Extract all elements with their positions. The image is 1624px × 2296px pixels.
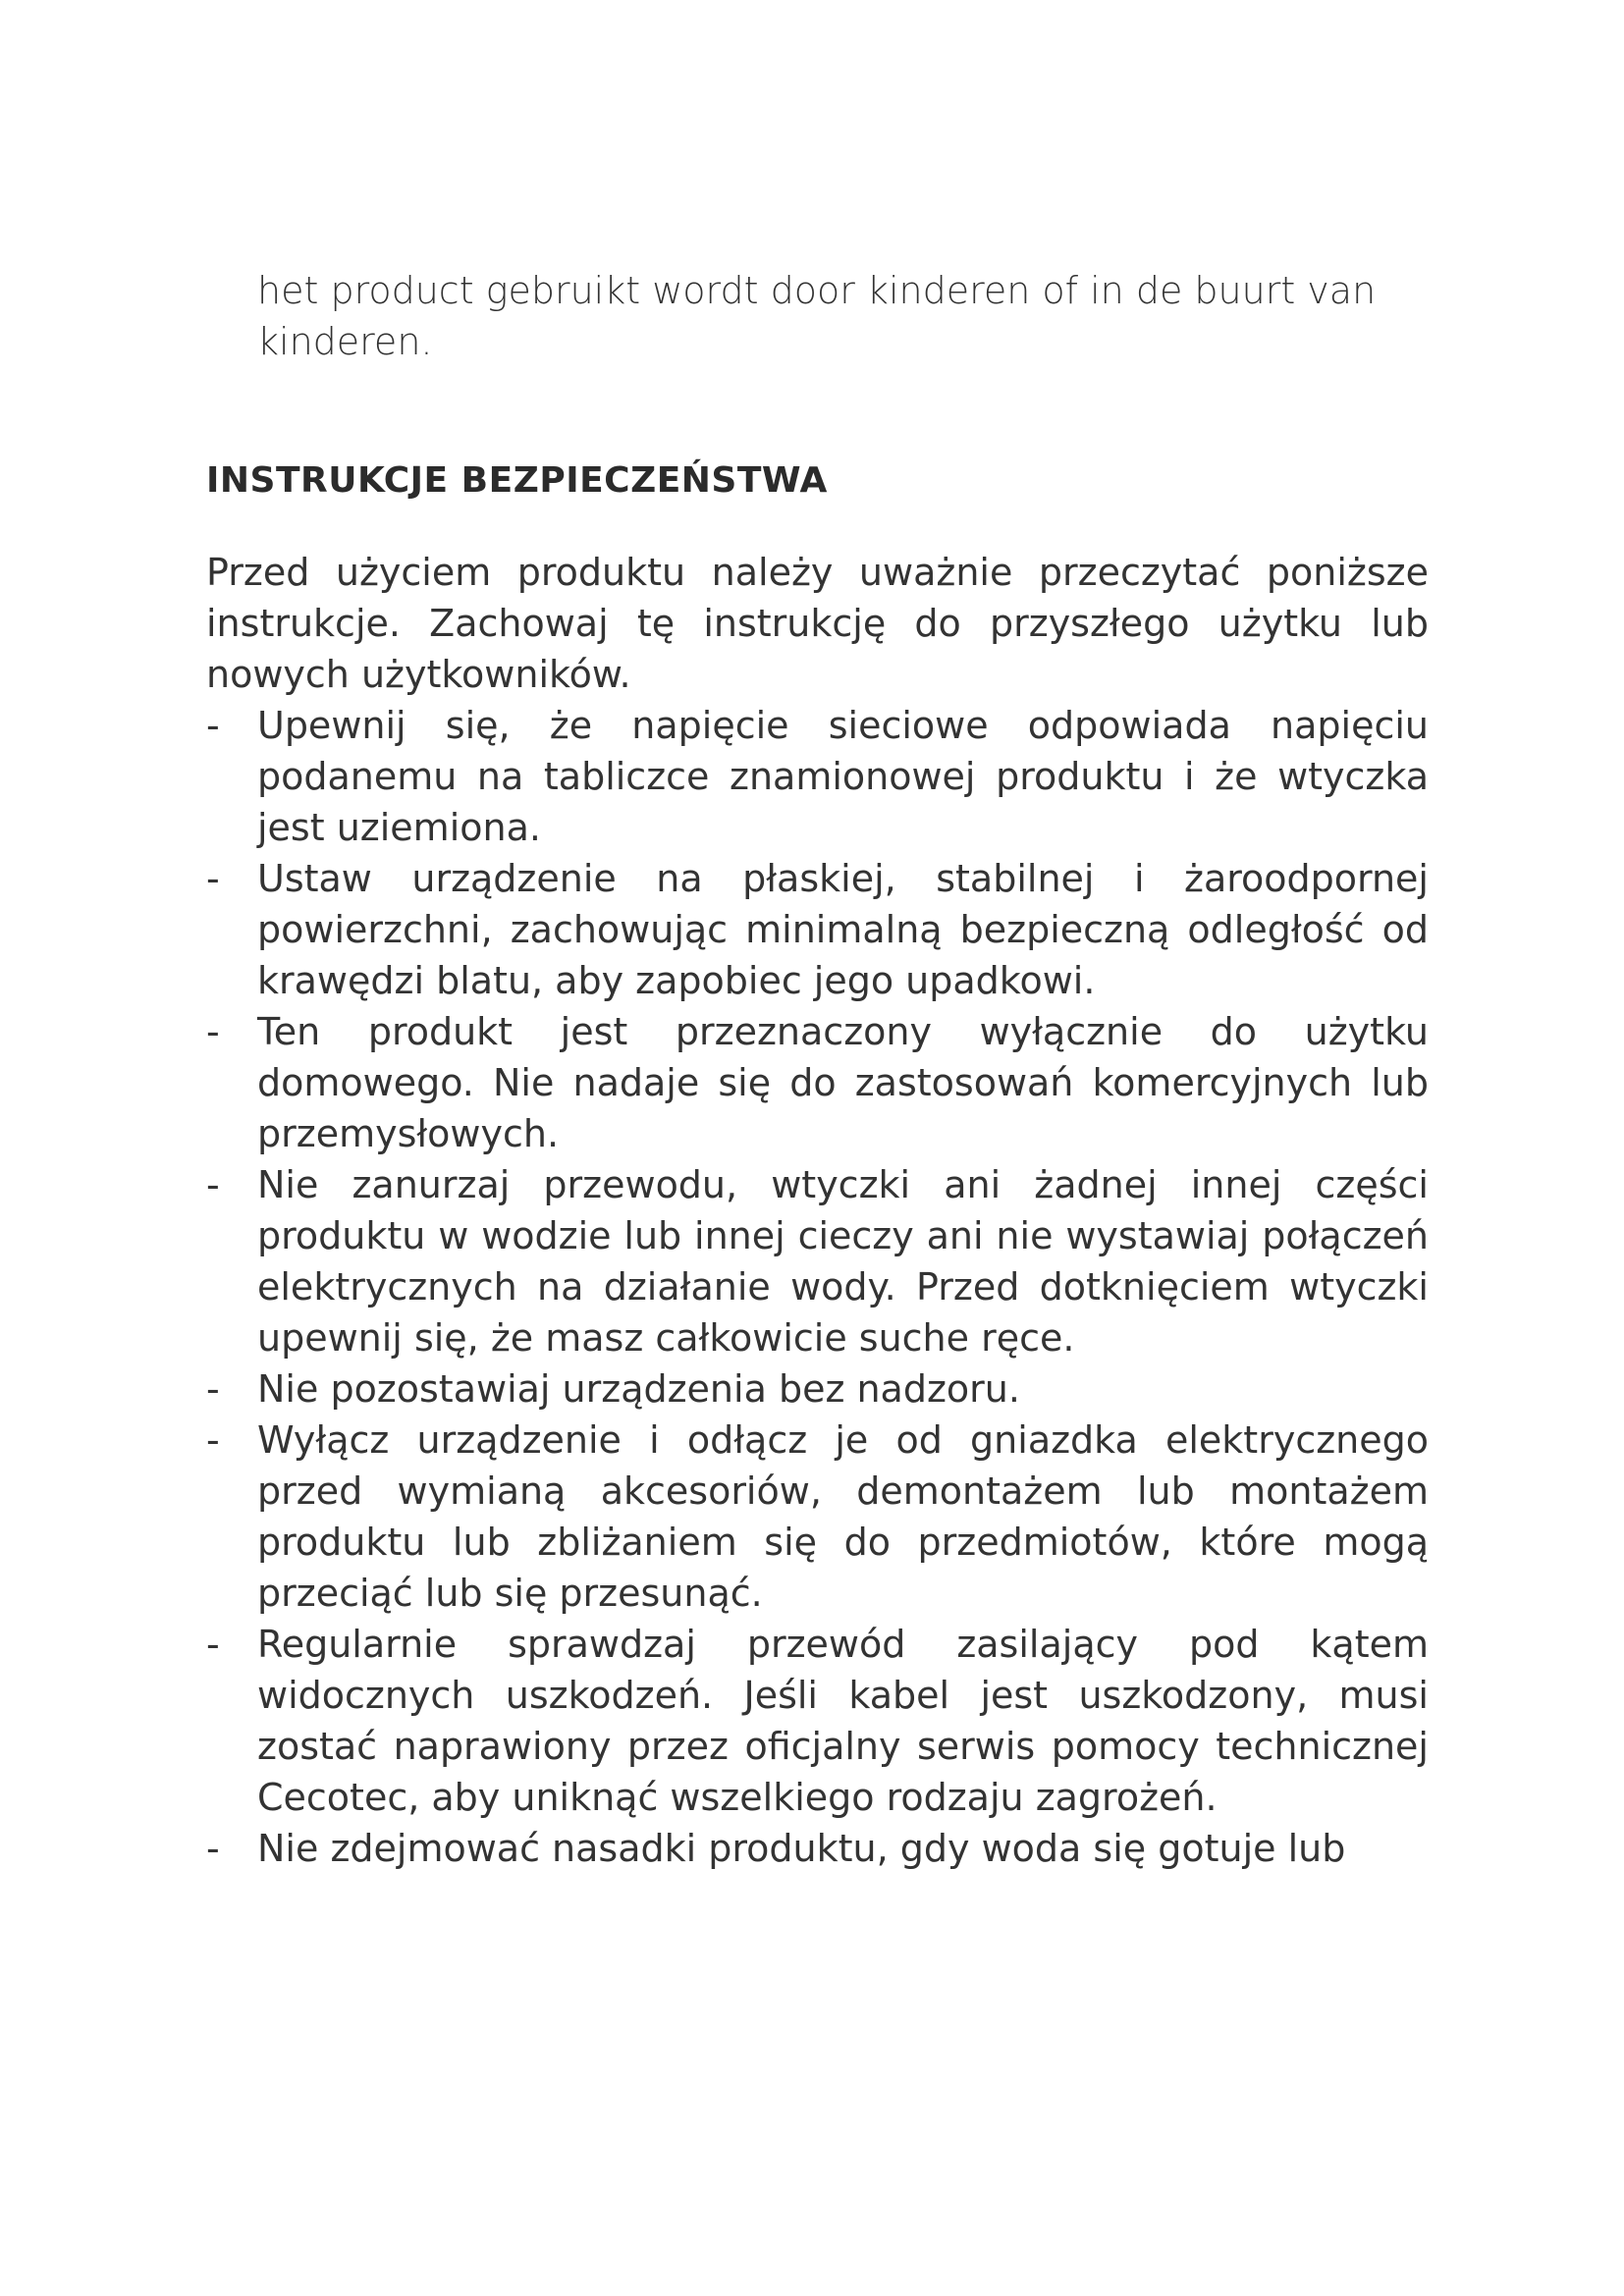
bullet-dash: -	[206, 1367, 220, 1411]
intro-paragraph: Przed użyciem produktu należy uważnie przeczytać poniższe instrukcje. Zachowaj tę instrukcję do przyszłego użytku lub nowych użytkowników.	[206, 551, 1429, 696]
list-item-text: Ustaw urządzenie na płaskiej, stabilnej i żaroodpornej powierzchni, zachowując minimalną bezpieczną odległość od krawędzi blatu, aby zapobiec jego upadkowi.	[257, 857, 1429, 1002]
list-item	[206, 700, 1429, 853]
list-item	[206, 1823, 1429, 1874]
bullet-dash: -	[206, 1827, 220, 1870]
bullet-dash: -	[206, 1623, 220, 1666]
list-item	[206, 1619, 1429, 1823]
list-item	[206, 853, 1429, 1006]
safety-instructions-list	[206, 700, 1473, 1874]
bullet-dash: -	[206, 1418, 220, 1462]
list-item-text: Regularnie sprawdzaj przewód zasilający pod kątem widocznych uszkodzeń. Jeśli kabel jest uszkodzony, musi zostać naprawiony przez oficjalny serwis pomocy technicznej Cecotec, aby uniknąć wszelkiego rodzaju zagrożeń.	[257, 1623, 1429, 1819]
list-item-text: Nie pozostawiaj urządzenia bez nadzoru.	[257, 1367, 1020, 1411]
list-item	[206, 1415, 1429, 1619]
list-item-text: Wyłącz urządzenie i odłącz je od gniazdka elektrycznego przed wymianą akcesoriów, demontażem lub montażem produktu lub zbliżaniem się do przedmiotów, które mogą przeciąć lub się przesunąć.	[257, 1418, 1429, 1615]
list-item-text: Nie zdejmować nasadki produktu, gdy woda się gotuje lub	[257, 1827, 1346, 1870]
list-item	[206, 1363, 1429, 1415]
list-item	[206, 1006, 1429, 1159]
list-item-text: Nie zanurzaj przewodu, wtyczki ani żadnej innej części produktu w wodzie lub innej cieczy ani nie wystawiaj połączeń elektrycznych na działanie wody. Przed dotknięciem wtyczki upewnij się, że masz całkowicie suche ręce.	[257, 1163, 1429, 1360]
list-item-text: Ten produkt jest przeznaczony wyłącznie do użytku domowego. Nie nadaje się do zastosowań komercyjnych lub przemysłowych.	[257, 1010, 1429, 1155]
bullet-dash: -	[206, 704, 220, 747]
list-item-text: Upewnij się, że napięcie sieciowe odpowiada napięciu podanemu na tabliczce znamionowej produktu i że wtyczka jest uziemiona.	[257, 704, 1429, 849]
bullet-dash: -	[206, 1010, 220, 1053]
list-item	[206, 1159, 1429, 1363]
carry-over-paragraph: het product gebruikt wordt door kinderen of in de buurt van kinderen.	[257, 269, 1377, 363]
bullet-dash: -	[206, 1163, 220, 1206]
section-heading: INSTRUKCJE BEZPIECZEŃSTWA	[206, 460, 828, 501]
bullet-dash: -	[206, 857, 220, 900]
